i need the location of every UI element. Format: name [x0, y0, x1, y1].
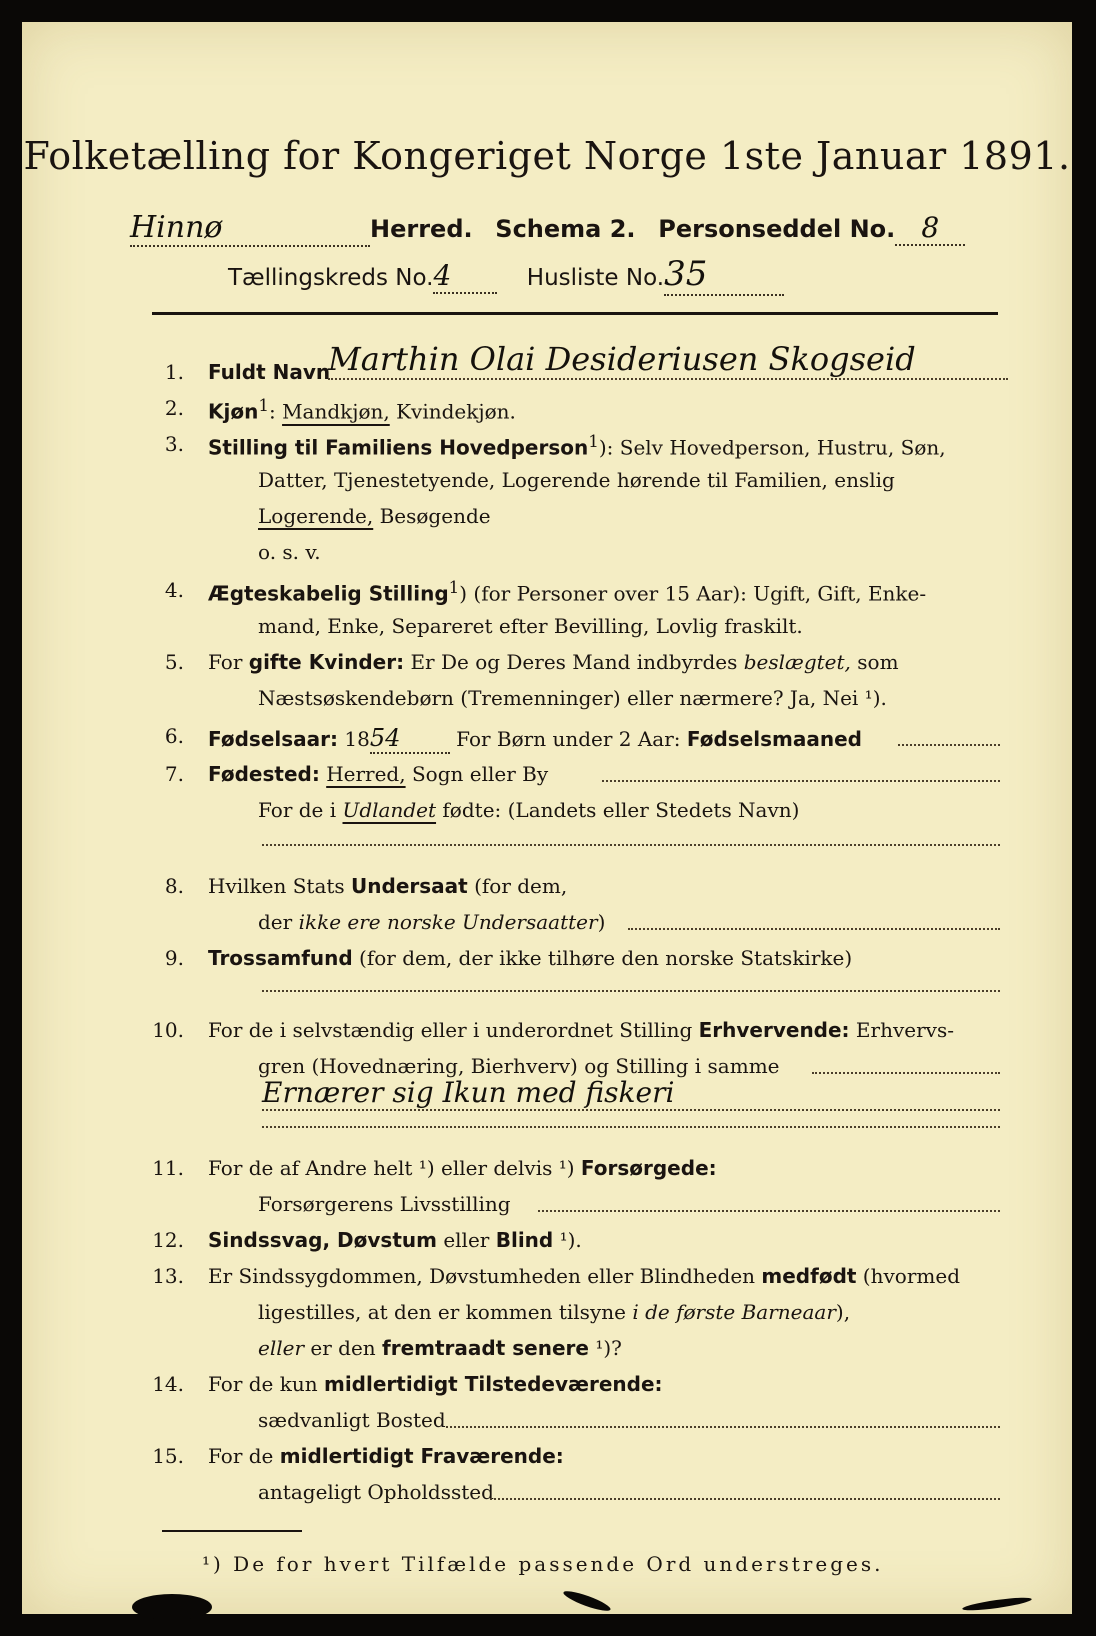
kreds-label: Tællingskreds No.: [228, 265, 434, 291]
item-4-label: Ægteskabelig Stilling: [208, 581, 449, 606]
item-10-label: Erhvervende:: [698, 1018, 850, 1042]
herred-label: Herred.: [370, 215, 473, 243]
item-3-line-4: o. s. v.: [258, 540, 321, 564]
item-2-opt-kvindekjon: Kvindekjøn.: [389, 399, 516, 424]
item-14-number: 14.: [152, 1372, 184, 1396]
item-6-line: [208, 724, 862, 754]
item-9-label: Trossamfund: [208, 946, 353, 970]
item-3-line-2: Datter, Tjenestetyende, Logerende hørende til Familien, enslig: [258, 468, 895, 492]
item-7-rest: Sogn eller By: [405, 762, 549, 786]
item-13-line-3: [258, 1336, 622, 1360]
item-5-italic: beslægtet,: [743, 650, 851, 674]
item-10-dotline-2: [262, 1126, 1000, 1128]
item-2-number: 2.: [164, 396, 184, 420]
item-9-text-1: (for dem, der ikke tilhøre den norske Statskirke): [352, 946, 853, 970]
item-6-year-prefix: 18: [338, 727, 370, 751]
item-13-italic: i de første Barneaar: [632, 1300, 836, 1324]
item-5-number: 5.: [164, 650, 184, 674]
item-12-label: Sindssvag, Døvstum: [208, 1228, 437, 1252]
item-13-label: medfødt: [761, 1264, 857, 1288]
item-13-text-1b: (hvormed: [856, 1264, 960, 1288]
item-11-number: 11.: [152, 1156, 184, 1180]
item-2-rest: :: [268, 399, 283, 424]
footnote-rule: [162, 1530, 302, 1532]
item-9-dotline: [262, 990, 1000, 992]
item-7-text-2b: fødte: (Landets eller Stedets Navn): [436, 798, 800, 822]
item-7-line-2: [258, 798, 799, 822]
item-14-line-2: sædvanligt Bosted: [258, 1408, 446, 1432]
item-10-number: 10.: [152, 1018, 184, 1042]
personseddel-label: Personseddel No.: [658, 215, 896, 243]
item-8-text-1b: (for dem,: [467, 874, 568, 898]
item-10-text-1a: For de i selvstændig eller i underordnet Stilling: [208, 1018, 699, 1042]
item-12-number: 12.: [152, 1228, 184, 1252]
footnote: ¹) De for hvert Tilfælde passende Ord understreges.: [202, 1552, 884, 1576]
item-7-line-1: [208, 762, 548, 786]
item-7-label: Fødested:: [208, 762, 320, 786]
item-5-line-1: [208, 650, 899, 674]
item-12-line: [208, 1228, 582, 1252]
item-14-text-1a: For de kun: [208, 1372, 324, 1396]
husliste-value: 35: [664, 254, 784, 296]
item-8-dotline: [628, 928, 1000, 930]
personseddel-value: 8: [895, 211, 965, 246]
item-3-line-1: [208, 432, 946, 460]
ink-mark-right: [962, 1595, 1032, 1613]
item-11-line-2: Forsørgerens Livsstilling: [258, 1192, 511, 1216]
item-2-sup: 1: [258, 396, 269, 415]
item-3-text-1: ): Selv Hovedperson, Hustru, Søn,: [598, 435, 946, 460]
item-14-line-1: [208, 1372, 663, 1396]
item-6-label: Fødselsaar:: [208, 727, 338, 751]
item-11-text-1a: For de af Andre helt ¹) eller delvis ¹): [208, 1156, 581, 1180]
item-7-opt-herred: Herred,: [326, 762, 406, 786]
item-10-line-2: gren (Hovednæring, Bierhverv) og Stilling i samme: [258, 1054, 780, 1078]
item-8-line-2: [258, 910, 605, 934]
item-10-occupation-value: Ernærer sig Ikun med fiskeri: [262, 1076, 1000, 1111]
census-form-page: [22, 22, 1072, 1614]
item-5-pre: For: [208, 650, 249, 674]
item-8-text-2a: der: [258, 910, 299, 934]
item-10-text-1b: Erhvervs-: [849, 1018, 954, 1042]
item-5-text-1: Er De og Deres Mand indbyrdes: [404, 650, 744, 674]
item-5-text-1b: som: [850, 650, 899, 674]
item-6-dotline: [898, 744, 1000, 746]
item-9-number: 9.: [164, 946, 184, 970]
form-title: Folketælling for Kongeriget Norge 1ste Januar 1891.: [23, 134, 1071, 178]
item-13-text-1a: Er Sindssygdommen, Døvstumheden eller Blindheden: [208, 1264, 762, 1288]
item-8-label: Undersaat: [351, 874, 468, 898]
item-11-dotline: [538, 1210, 1000, 1212]
item-7-number: 7.: [164, 762, 184, 786]
item-11-line-1: [208, 1156, 717, 1180]
item-14-dotline: [446, 1426, 1000, 1428]
item-10-line-1: [208, 1018, 954, 1042]
item-13-text-2b: ),: [835, 1300, 851, 1324]
item-2-line: [208, 396, 516, 424]
item-3-line-3: [258, 504, 491, 528]
item-15-line-2: antageligt Opholdssted: [258, 1480, 494, 1504]
item-4-line-1: [208, 578, 926, 606]
item-4-text-1: ) (for Personer over 15 Aar): Ugift, Gift, Enke-: [459, 581, 927, 606]
item-9-line-1: [208, 946, 852, 970]
schema-label: Schema 2.: [495, 215, 636, 243]
item-13-text-2a: ligestilles, at den er kommen tilsyne: [258, 1300, 633, 1324]
kreds-line: [228, 254, 784, 296]
item-13-number: 13.: [152, 1264, 184, 1288]
kreds-value: 4: [433, 259, 497, 294]
item-15-number: 15.: [152, 1444, 184, 1468]
item-12-label-2: Blind: [495, 1228, 554, 1252]
item-10-dotline: [812, 1072, 1000, 1074]
herred-value: Hinnø: [130, 210, 370, 247]
item-8-text-1a: Hvilken Stats: [208, 874, 352, 898]
item-15-text-1a: For de: [208, 1444, 280, 1468]
item-12-text-a: eller: [436, 1228, 496, 1252]
item-8-number: 8.: [164, 874, 184, 898]
item-12-text-b: ¹).: [553, 1228, 582, 1252]
herred-line: [130, 210, 965, 247]
item-3-label: Stilling til Familiens Hovedperson: [208, 435, 589, 460]
item-4-number: 4.: [164, 578, 184, 602]
item-1-name-value: Marthin Olai Desideriusen Skogseid: [328, 340, 1008, 380]
item-3-opt-logerende: Logerende,: [258, 504, 374, 528]
item-8-text-2b: ): [597, 910, 606, 934]
item-3-sup: 1: [588, 432, 599, 451]
item-15-label: midlertidigt Fraværende:: [279, 1444, 564, 1468]
item-6-year-value: 54: [370, 724, 450, 754]
item-5-label: gifte Kvinder:: [248, 650, 405, 674]
item-7-italic: Udlandet: [342, 798, 437, 822]
item-6-rest: For Børn under 2 Aar:: [449, 727, 687, 751]
item-3-opt-besogende: Besøgende: [373, 504, 491, 528]
item-6-number: 6.: [164, 724, 184, 748]
item-7-dotline-2: [262, 844, 1000, 846]
item-3-number: 3.: [164, 432, 184, 456]
item-7-dotline: [602, 780, 1000, 782]
item-1-number: 1.: [164, 360, 184, 384]
item-2-opt-mandkjon: Mandkjøn,: [282, 399, 390, 424]
header-rule: [152, 312, 998, 315]
item-2-label: Kjøn: [208, 399, 259, 424]
item-13-text-3a: er den: [304, 1336, 383, 1360]
item-13-text-3b: ¹)?: [588, 1336, 622, 1360]
item-8-italic: ikke ere norske Undersaatter: [298, 910, 598, 934]
item-13-italic-2: eller: [258, 1336, 305, 1360]
item-15-dotline: [490, 1498, 1000, 1500]
item-13-line-1: [208, 1264, 960, 1288]
item-13-label-2: fremtraadt senere: [382, 1336, 589, 1360]
item-4-sup: 1: [448, 578, 460, 597]
item-13-line-2: [258, 1300, 850, 1324]
ink-mark-center: [562, 1588, 612, 1614]
ink-blot-left: [132, 1594, 212, 1620]
item-15-line-1: [208, 1444, 564, 1468]
item-6-label-2: Fødselsmaaned: [686, 727, 862, 751]
item-5-line-2: Næstsøskendebørn (Tremenninger) eller nærmere? Ja, Nei ¹).: [258, 686, 887, 710]
item-7-text-2a: For de i: [258, 798, 343, 822]
item-1-label: Fuldt Navn: [208, 360, 331, 384]
item-11-label: Forsørgede:: [580, 1156, 717, 1180]
item-4-line-2: mand, Enke, Separeret efter Bevilling, Lovlig fraskilt.: [258, 614, 803, 638]
husliste-label: Husliste No.: [526, 265, 665, 291]
item-14-label: midlertidigt Tilstedeværende:: [323, 1372, 663, 1396]
item-8-line-1: [208, 874, 567, 898]
